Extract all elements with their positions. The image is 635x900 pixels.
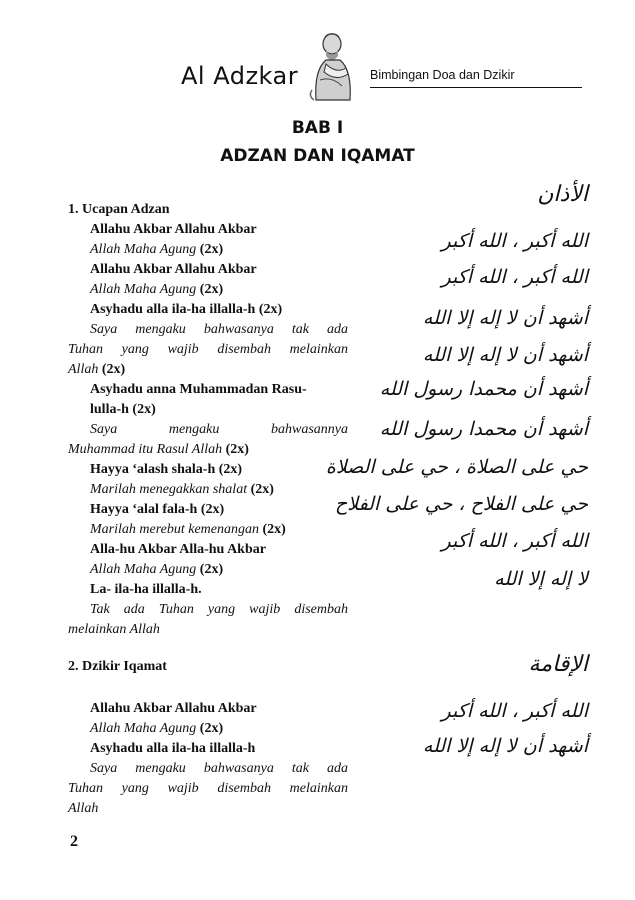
arabic-line: الله أكبر ، الله أكبر xyxy=(441,230,588,252)
text-line xyxy=(68,360,125,379)
text-line xyxy=(90,240,223,259)
text-line xyxy=(90,480,274,499)
repeat-count: (2x) xyxy=(98,362,126,377)
text-line xyxy=(90,699,257,718)
text-line xyxy=(90,300,282,319)
transliteration-text: Hayya ‘alash shala-h (2x) xyxy=(90,462,243,477)
translation-text: melainkan Allah xyxy=(68,622,160,637)
text-line xyxy=(90,400,156,419)
transliteration-text: lulla-h (2x) xyxy=(90,402,156,417)
text-line xyxy=(90,460,242,479)
text-line xyxy=(90,500,224,519)
translation-text: Allah Maha Agung xyxy=(90,721,197,736)
text-line xyxy=(90,719,223,738)
arabic-line: أشهد أن لا إله إلا الله xyxy=(422,344,588,366)
repeat-count: (2x) xyxy=(259,522,286,537)
text-line xyxy=(90,280,223,299)
transliteration-text: Alla-hu Akbar Alla-hu Akbar xyxy=(90,542,266,557)
translation-text: Allah xyxy=(68,362,99,377)
transliteration-text: Hayya ‘alal fala-h (2x) xyxy=(90,502,225,517)
praying-man-illustration xyxy=(302,30,364,102)
text-line xyxy=(90,580,202,599)
text-line xyxy=(90,739,255,758)
arabic-line: حي على الفلاح ، حي على الفلاح xyxy=(334,493,588,515)
text-line xyxy=(90,560,223,579)
text-line xyxy=(90,600,348,619)
transliteration-text: Asyhadu alla ila-ha illalla-h xyxy=(90,741,256,756)
translation-text: Tuhan yang wajib disembah melainkan xyxy=(68,342,348,357)
arabic-heading: الإقامة xyxy=(528,652,588,677)
text-line xyxy=(90,540,266,559)
translation-text: Marilah merebut kemenangan xyxy=(90,522,259,537)
repeat-count: (2x) xyxy=(196,282,224,297)
text-line xyxy=(90,420,348,439)
arabic-line: أشهد أن لا إله إلا الله xyxy=(422,307,588,329)
arabic-line: أشهد أن محمدا رسول الله xyxy=(379,378,588,400)
text-line xyxy=(68,620,160,639)
arabic-line: لا إله إلا الله xyxy=(494,568,588,590)
translation-text: Allah Maha Agung xyxy=(90,562,197,577)
transliteration-text: Asyhadu anna Muhammadan Rasu- xyxy=(90,382,307,397)
page-number: 2 xyxy=(70,833,78,850)
translation-text: Saya mengaku bahwasanya tak ada xyxy=(90,322,348,337)
arabic-line: الله أكبر ، الله أكبر xyxy=(441,266,588,288)
header-subtitle: Bimbingan Doa dan Dzikir xyxy=(370,68,515,82)
chapter-title: ADZAN DAN IQAMAT xyxy=(220,146,415,166)
translation-text: Allah Maha Agung xyxy=(90,282,197,297)
translation-text: Saya mengaku bahwasannya xyxy=(90,422,348,437)
text-line xyxy=(90,759,348,778)
text-line xyxy=(90,380,307,399)
translation-text: Muhammad itu Rasul Allah xyxy=(68,442,223,457)
translation-text: Saya mengaku bahwasanya tak ada xyxy=(90,761,348,776)
text-line xyxy=(68,440,249,459)
arabic-line: أشهد أن لا إله إلا الله xyxy=(422,735,588,757)
translation-text: Allah xyxy=(68,801,99,816)
header-brand: Al Adzkar xyxy=(181,62,299,90)
translation-text: Allah Maha Agung xyxy=(90,242,197,257)
repeat-count: (2x) xyxy=(196,721,224,736)
repeat-count: (2x) xyxy=(247,482,274,497)
translation-text: Tuhan yang wajib disembah melainkan xyxy=(68,781,348,796)
section-heading: 1. Ucapan Adzan xyxy=(68,202,170,217)
transliteration-text: La- ila-ha illalla-h. xyxy=(90,582,202,597)
arabic-line: أشهد أن محمدا رسول الله xyxy=(379,418,588,440)
arabic-line: حي على الصلاة ، حي على الصلاة xyxy=(325,456,588,478)
text-line xyxy=(68,779,348,798)
repeat-count: (2x) xyxy=(222,442,249,457)
transliteration-text: Allahu Akbar Allahu Akbar xyxy=(90,262,257,277)
arabic-line: الله أكبر ، الله أكبر xyxy=(441,700,588,722)
arabic-heading: الأذان xyxy=(537,182,588,207)
text-line xyxy=(68,340,348,359)
arabic-line: الله أكبر ، الله أكبر xyxy=(441,530,588,552)
section-heading: 2. Dzikir Iqamat xyxy=(68,659,167,674)
repeat-count: (2x) xyxy=(196,562,224,577)
transliteration-text: Allahu Akbar Allahu Akbar xyxy=(90,701,257,716)
header-rule xyxy=(370,87,582,88)
chapter-label: BAB I xyxy=(291,118,344,138)
transliteration-text: Asyhadu alla ila-ha illalla-h (2x) xyxy=(90,302,283,317)
text-line xyxy=(90,520,286,539)
text-line xyxy=(90,220,257,239)
text-line xyxy=(90,320,348,339)
repeat-count: (2x) xyxy=(196,242,224,257)
text-line xyxy=(90,260,257,279)
translation-text: Marilah menegakkan shalat xyxy=(90,482,248,497)
text-line xyxy=(68,799,98,818)
translation-text: Tak ada Tuhan yang wajib disembah xyxy=(90,602,348,617)
transliteration-text: Allahu Akbar Allahu Akbar xyxy=(90,222,257,237)
